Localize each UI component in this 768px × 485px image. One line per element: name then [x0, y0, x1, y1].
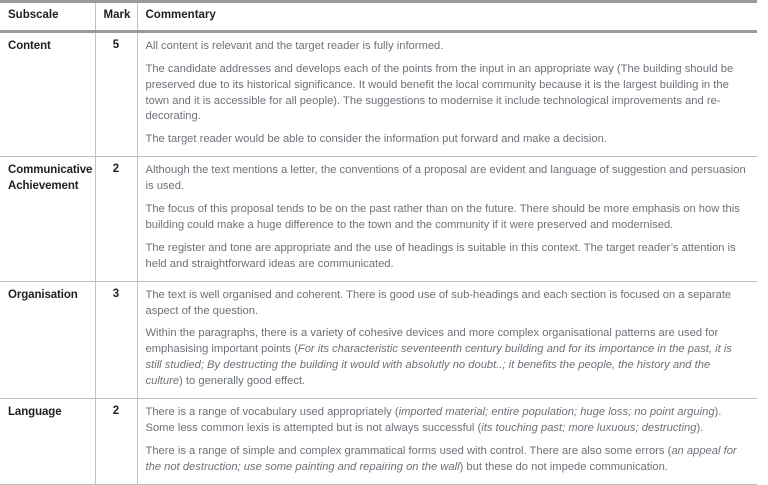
commentary-paragraph: [146, 444, 750, 476]
mark-value: 5: [95, 31, 137, 156]
commentary-cell: [137, 157, 757, 281]
commentary-paragraph: Although the text mentions a letter, the conventions of a proposal are evident and language of suggestion and persuasion is used.: [145, 164, 746, 193]
table-header-row: [0, 2, 757, 32]
mark-value: 3: [95, 281, 137, 398]
subscale-label: Content: [0, 31, 95, 156]
commentary-paragraph: [146, 326, 750, 390]
table-body: [0, 31, 757, 484]
commentary-paragraph: The focus of this proposal tends to be on the past rather than on the future. There should be more emphasis on how this building could make a huge difference to the town and the community if it were preserved and modernised.: [145, 203, 740, 231]
subscale-label: Communicative Achievement: [0, 157, 95, 281]
commentary-paragraph: The candidate addresses and develops each of the points from the input in an appropriate way (The building should be preserved due to its historical significance. It would benefit the local community because it is the largest building in the town and it is accessible for all people). The suggestions to modernise it include technological improvements and re-decorating.: [145, 62, 734, 123]
column-header-mark: Mark: [95, 2, 137, 32]
commentary-text: Within the paragraphs, there is a variety of cohesive devices and more complex organisational patterns are used for emphasising important points (: [145, 327, 719, 356]
table-header: [0, 2, 757, 32]
subscale-label: Language: [0, 399, 95, 485]
mark-value: 2: [95, 399, 137, 485]
commentary-text: ) to generally good effect.: [179, 375, 306, 388]
commentary-text: There is a range of simple and complex grammatical forms used with control. There are also some errors (: [145, 444, 672, 457]
table-row: [0, 31, 757, 156]
commentary-cell: [137, 399, 757, 485]
commentary-paragraph: [146, 405, 750, 437]
commentary-text: ).: [696, 422, 704, 435]
commentary-paragraph: All content is relevant and the target reader is fully informed.: [145, 39, 444, 52]
quoted-candidate-text: its touching past; more luxuous; destructing: [481, 422, 697, 435]
commentary-cell: [137, 281, 757, 398]
commentary-paragraph: The target reader would be able to consider the information put forward and make a decision.: [145, 133, 607, 146]
commentary-text: The text is well organised and coherent. There is good use of sub-headings and each section is focused on a separate aspect of the question.: [145, 288, 732, 317]
table-row: [0, 157, 757, 281]
quoted-candidate-text: an appeal for the not destruction; use some painting and repairing on the wall: [145, 444, 737, 473]
table-row: [0, 281, 757, 398]
quoted-candidate-text: For its characteristic seventeenth century building and for its importance in the past, it is still studied; By destructing the building it would with absolutly no doubt..; it benefits the people, the history and the culture: [145, 343, 732, 388]
commentary-text: There is a range of vocabulary used appropriately (: [145, 406, 399, 419]
subscale-label: Organisation: [0, 281, 95, 398]
mark-value: 2: [95, 157, 137, 281]
commentary-text: ) but these do not impede communication.: [459, 460, 668, 473]
commentary-paragraph: [146, 288, 750, 320]
commentary-cell: [137, 31, 757, 156]
table-row: [0, 399, 757, 485]
commentary-text: ). Some less common lexis is attempted but is not always successful (: [145, 406, 722, 435]
column-header-subscale: Subscale: [0, 2, 95, 32]
commentary-paragraph: The register and tone are appropriate and the use of headings is suitable in this context. The target reader’s attention is held and straightforward ideas are communicated.: [145, 241, 736, 270]
quoted-candidate-text: imported material; entire population; huge loss; no point arguing: [398, 406, 715, 419]
column-header-commentary: Commentary: [137, 2, 757, 32]
